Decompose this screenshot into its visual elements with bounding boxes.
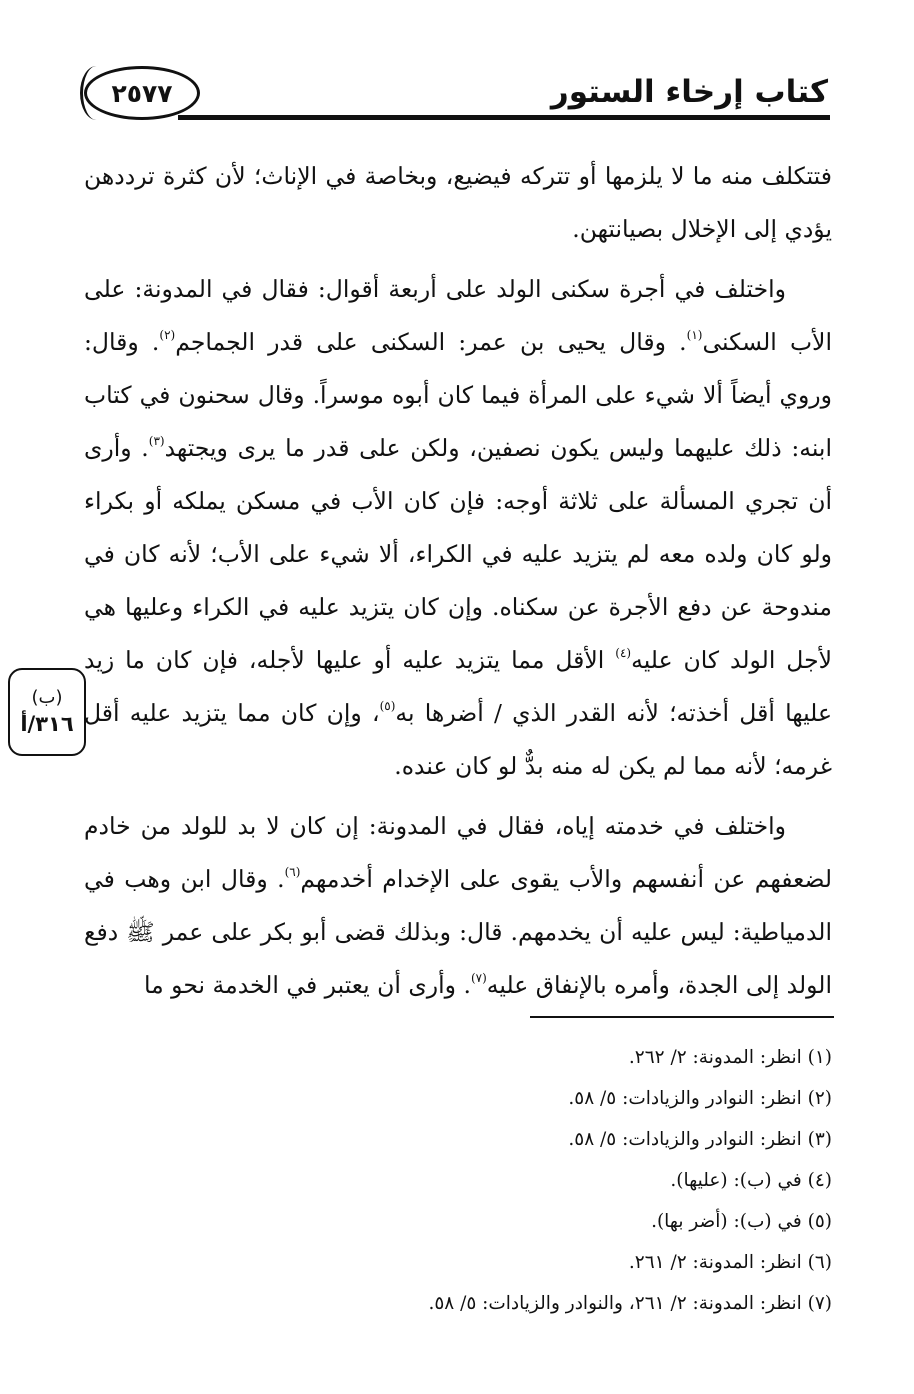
text-segment: الأقل مما يتزيد عليه أو عليها لأجله، فإن كان ما زيد عليها أقل أخذته؛ لأنه القدر الذي / أضرها به	[84, 646, 832, 727]
text-segment: . وقال يحيى بن عمر: السكنى على قدر الجماجم	[175, 328, 687, 356]
footnote-3: (٣) انظر: النوادر والزيادات: ٥/ ٥٨.	[568, 1129, 832, 1150]
footnote-marker[interactable]: (٧)	[470, 971, 487, 985]
page-number: ٢٥٧٧	[111, 78, 173, 108]
text-segment: . وأرى أن تجري المسألة على ثلاثة أوجه: فإن كان الأب في مسكن يملكه أو بكراء ولو كان ولده معه لم يتزيد عليه في الكراء، ألا شيء على الأب؛ لأنه كان في مندوحة عن دفع الأجرة عن سكناه. وإن كان يتزيد عليه في الكراء وعليها هي لأجل الولد كان عليه	[84, 434, 832, 674]
footnote-marker[interactable]: (٣)	[148, 434, 165, 448]
text-segment: . وقال: وروي أيضاً ألا شيء على المرأة فيما كان أبوه موسراً. وقال سحنون في كتاب ابنه: ذلك عليهما وليس يكون نصفين، ولكن على قدر ما يرى ويجتهد	[84, 328, 832, 462]
text-segment: . وقال ابن وهب في الدمياطية: ليس عليه أن يخدمهم. قال: وبذلك قضى أبو بكر على عمر ﷺ دفع الولد إلى الجدة، وأمره بالإنفاق عليه	[84, 865, 832, 999]
manuscript-siglum: (ب)	[31, 687, 63, 708]
text-segment: . وأرى أن يعتبر في الخدمة نحو ما	[143, 971, 471, 999]
footnote-marker[interactable]: (٥)	[379, 699, 396, 713]
folio-number: ٣١٦/أ	[20, 712, 74, 736]
footnotes	[84, 1040, 832, 1327]
text-segment: واختلف في أجرة سكنى الولد على أربعة أقوال: فقال في المدونة: على الأب السكنى	[84, 275, 832, 356]
header-rule	[178, 115, 830, 120]
footnote-marker[interactable]: (٤)	[615, 646, 632, 660]
footnote-5: (٥) في (ب): (أضر بها).	[651, 1211, 832, 1232]
footnote-7: (٧) انظر: المدونة: ٢/ ٢٦١، والنوادر والزيادات: ٥/ ٥٨.	[428, 1293, 832, 1314]
footnote-6: (٦) انظر: المدونة: ٢/ ٢٦١.	[628, 1252, 832, 1273]
manuscript-folio-reference	[8, 668, 86, 756]
footnote-marker[interactable]: (٢)	[159, 328, 176, 342]
paragraph-2	[84, 263, 832, 793]
text-segment: ، وإن كان مما يتزيد عليه أقل غرمه؛ لأنه مما لم يكن له منه بدٌّ لو كان عنده.	[84, 699, 832, 780]
text-segment: فتتكلف منه ما لا يلزمها أو تتركه فيضيع، وبخاصة في الإناث؛ لأن كثرة ترددهن يؤدي إلى الإخلال بصيانتهن.	[84, 162, 832, 243]
footnote-1: (١) انظر: المدونة: ٢/ ٢٦٢.	[628, 1047, 832, 1068]
footnote-4: (٤) في (ب): (عليها).	[670, 1170, 832, 1191]
page-number-frame	[84, 66, 200, 120]
footnote-marker[interactable]: (٦)	[284, 865, 301, 879]
paragraph-3	[84, 800, 832, 1012]
book-title: كتاب إرخاء الستور	[550, 74, 828, 110]
main-text	[84, 150, 832, 1019]
footnote-2: (٢) انظر: النوادر والزيادات: ٥/ ٥٨.	[568, 1088, 832, 1109]
footnote-marker[interactable]: (١)	[686, 328, 703, 342]
footnote-separator	[530, 1016, 834, 1018]
text-segment: واختلف في خدمته إياه، فقال في المدونة: إن كان لا بد للولد من خادم لضعفهم عن أنفسهم والأب يقوى على الإخدام أخدمهم	[84, 812, 832, 893]
paragraph-1	[84, 150, 832, 256]
page-header	[78, 60, 830, 126]
